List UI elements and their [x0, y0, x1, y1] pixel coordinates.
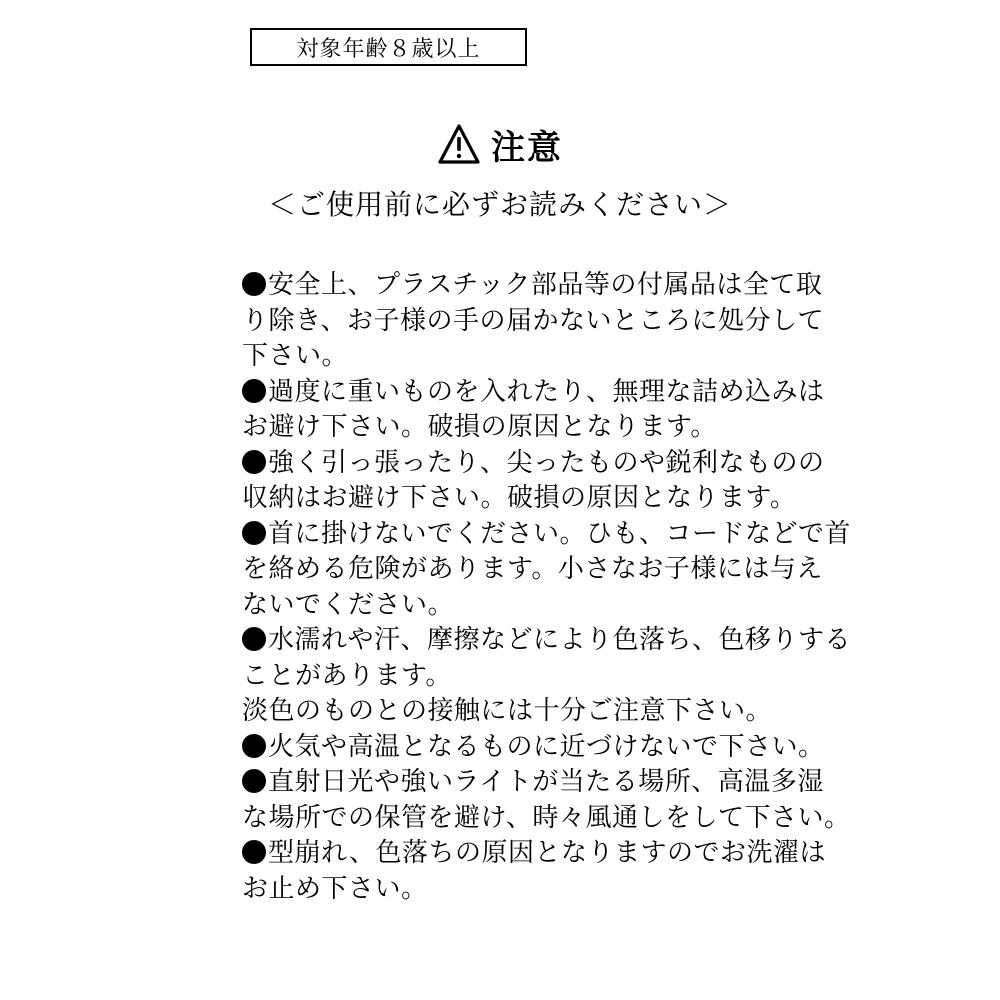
bullet-icon — [242, 627, 266, 651]
note-text: 首に掛けないでください。ひも、コードなどで首 — [268, 518, 852, 549]
note-line — [242, 694, 842, 730]
note-text: 火気や高温となるものに近づけないで下さい。 — [268, 731, 825, 762]
bullet-icon — [242, 379, 266, 403]
note-text: お避け下さい。破損の原因となります。 — [242, 412, 717, 442]
note-text: 淡色のものとの接触には十分ご注意下さい。 — [242, 696, 773, 726]
bullet-icon — [242, 450, 266, 474]
bullet-icon — [242, 840, 266, 864]
note-line — [242, 659, 842, 695]
note-text: 水濡れや汗、摩擦などにより色落ち、色移りする — [268, 625, 852, 655]
note-text: 収納はお避け下さい。破損の原因となります。 — [242, 483, 797, 513]
note-text: を絡める危険があります。小さなお子様には与え — [242, 554, 823, 584]
bullet-icon — [242, 734, 266, 758]
note-line — [242, 446, 842, 482]
note-line — [242, 801, 851, 837]
note-text: 型崩れ、色落ちの原因となりますのでお洗濯は — [268, 838, 827, 868]
note-line — [242, 375, 842, 411]
bullet-icon — [242, 521, 266, 545]
note-text: お止め下さい。 — [242, 873, 428, 904]
note-line — [242, 339, 842, 375]
note-line — [242, 588, 842, 624]
caution-heading — [0, 118, 1000, 170]
caution-title: 注意 — [491, 127, 563, 168]
caution-subtitle: ＜ご使用前に必ずお読みください＞ — [267, 188, 732, 221]
note-text: 過度に重いものを入れたり、無理な詰め込みは — [268, 376, 825, 407]
note-text: ないでください。 — [242, 589, 455, 620]
note-line — [242, 730, 842, 766]
note-text: 安全上、プラスチック部品等の付属品は全て取 — [268, 270, 823, 300]
note-line — [242, 765, 842, 801]
note-line — [242, 836, 842, 872]
note-text: な場所での保管を避け、時々風通しをして下さい。 — [242, 802, 851, 833]
note-line — [242, 410, 842, 446]
warning-triangle-icon — [437, 123, 481, 165]
age-label: 対象年齢８歳以上 — [296, 36, 481, 62]
note-text: 下さい。 — [242, 341, 349, 371]
note-line — [242, 304, 842, 340]
note-line — [242, 872, 842, 908]
note-text: り除き、お子様の手の届かないところに処分して — [242, 305, 824, 336]
note-line — [242, 481, 842, 517]
bullet-icon — [242, 769, 266, 793]
age-label-box — [250, 28, 527, 66]
note-text: 強く引っ張ったり、尖ったものや鋭利なものの — [268, 447, 825, 478]
bullet-icon — [242, 272, 266, 296]
note-line — [242, 268, 842, 304]
caution-notes — [242, 268, 852, 907]
note-line — [242, 623, 852, 659]
note-line — [242, 552, 842, 588]
note-text: 直射日光や強いライトが当たる場所、高温多湿 — [268, 767, 824, 797]
note-line — [242, 517, 852, 553]
note-text: ことがあります。 — [242, 660, 452, 691]
